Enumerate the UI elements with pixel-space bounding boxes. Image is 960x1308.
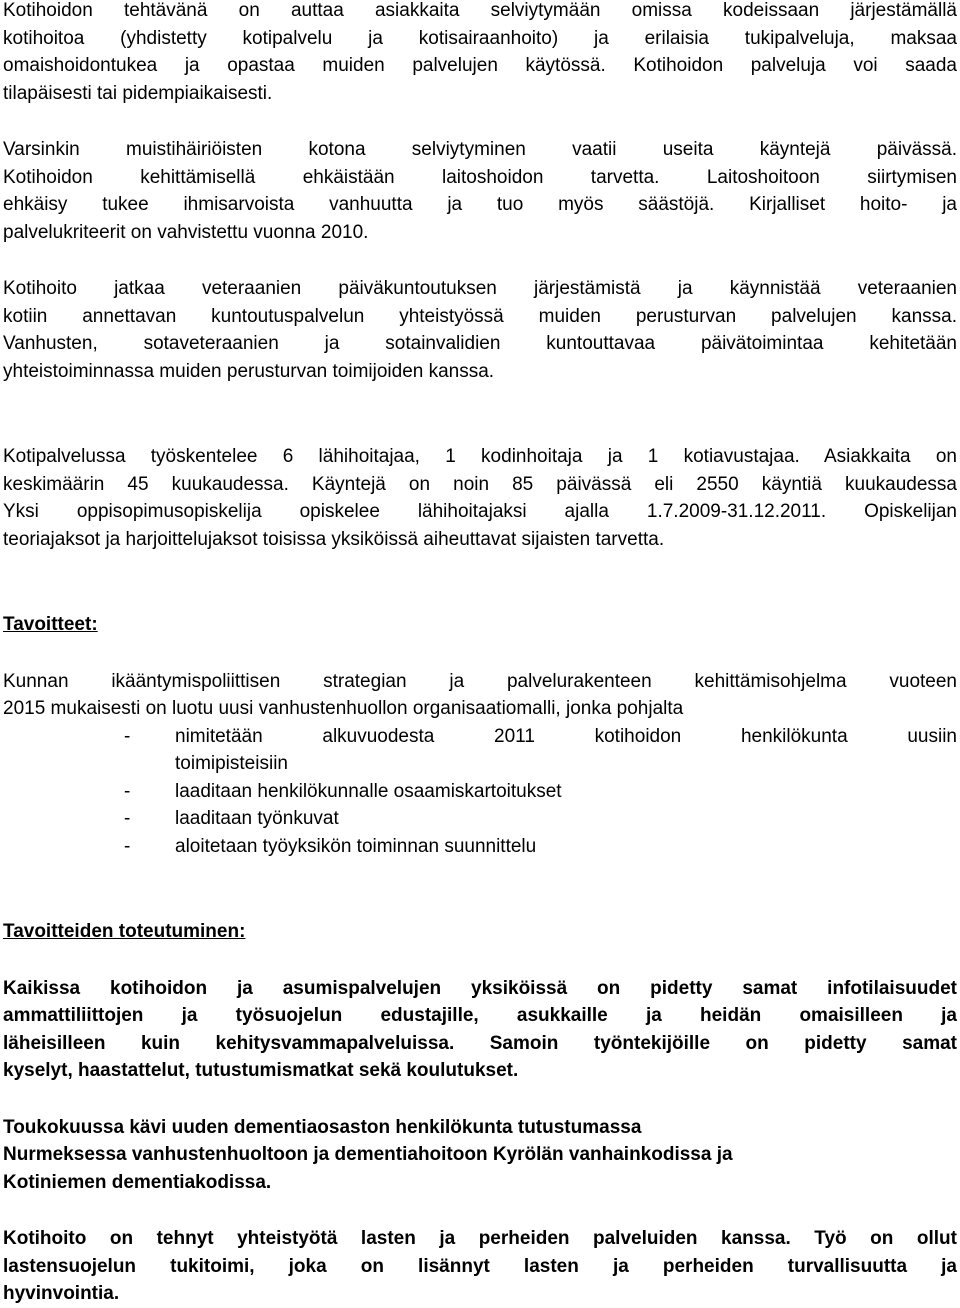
text-line: Kotipalvelussa työskentelee 6 lähihoitajaa, 1 kodinhoitaja ja 1 kotiavustajaa. Asiakkaita on: [3, 446, 957, 467]
text-line: Kaikissa kotihoidon ja asumispalvelujen yksiköissä on pidetty samat infotilaisuudet: [3, 977, 957, 999]
goals-heading: Tavoitteet:: [3, 614, 98, 635]
text-line: kotiin annettavan kuntoutuspalvelun yhteistyössä muiden perusturvan palvelujen kanssa.: [3, 305, 957, 327]
intro-paragraph: [3, 0, 957, 107]
text-line: ammattiliittojen ja työsuojelun edustajille, asukkaille ja heidän omaisilleen ja: [3, 1005, 957, 1026]
list-item-text: aloitetaan työyksikön toiminnan suunnittelu: [175, 835, 537, 857]
goals-list: [3, 723, 957, 861]
cooperation-paragraph: [3, 1225, 957, 1308]
text-line: hyvinvointia.: [3, 1283, 120, 1304]
text-line: kotihoitoa (yhdistetty kotipalvelu ja kotisairaanhoito) ja erilaisia tukipalveluja, maksaa: [3, 27, 957, 49]
text-line: Yksi oppisopimusopiskelija opiskelee lähihoitajaksi ajalla 1.7.2009-31.12.2011. Opiskelijan: [3, 501, 957, 522]
staff-paragraph: [3, 443, 957, 553]
list-item: [3, 805, 957, 833]
text-line: Vanhusten, sotaveteraanien ja sotainvalidien kuntouttavaa päivätoimintaa kehitetään: [3, 333, 957, 354]
goals-paragraph: [3, 668, 957, 723]
text-line: yhteistoiminnassa muiden perusturvan toimijoiden kanssa.: [3, 360, 495, 382]
text-line: tilapäisesti tai pidempiaikaisesti.: [3, 82, 273, 104]
results-heading: Tavoitteiden toteutuminen:: [3, 921, 246, 942]
text-line: Nurmeksessa vanhustenhuoltoon ja dementiahoitoon Kyrölän vanhainkodissa ja: [3, 1144, 733, 1165]
list-item-text: toimipisteisiin: [175, 753, 288, 774]
text-line: keskimäärin 45 kuukaudessa. Käyntejä on noin 85 päivässä eli 2550 käyntiä kuukaudessa: [3, 473, 957, 495]
veterans-paragraph: [3, 275, 957, 385]
dash-bullet: -: [124, 780, 131, 802]
text-line: Toukokuussa kävi uuden dementiaosaston henkilökunta tutustumassa: [3, 1116, 642, 1138]
text-line: Kunnan ikääntymispoliittisen strategian ja palvelurakenteen kehittämisohjelma vuoteen: [3, 670, 957, 692]
text-line: Kotihoidon kehittämisellä ehkäistään laitoshoidon tarvetta. Laitoshoitoon siirtymisen: [3, 166, 957, 188]
text-line: Kotihoito on tehnyt yhteistyötä lasten ja perheiden palveluiden kanssa. Työ on ollut: [3, 1228, 957, 1249]
text-line: Varsinkin muistihäiriöisten kotona selviytyminen vaatii useita käyntejä päivässä.: [3, 139, 957, 160]
study-trip-paragraph: [3, 1114, 957, 1197]
text-line: 2015 mukaisesti on luotu uusi vanhustenhuollon organisaatiomalli, jonka pohjalta: [3, 698, 684, 719]
info-sessions-paragraph: [3, 975, 957, 1085]
text-line: Kotihoidon tehtävänä on auttaa asiakkaita selviytymään omissa kodeissaan järjestämällä: [3, 0, 957, 21]
text-line: kyselyt, haastattelut, tutustumismatkat sekä koulutukset.: [3, 1060, 519, 1081]
text-line: omaishoidontukea ja opastaa muiden palvelujen käytössä. Kotihoidon palveluja voi saada: [3, 55, 957, 76]
dash-bullet: -: [124, 808, 131, 829]
document-page: [3, 0, 957, 1308]
list-item-text: nimitetään alkuvuodesta 2011 kotihoidon henkilökunta uusiin: [175, 725, 957, 747]
list-item-text: laaditaan henkilökunnalle osaamiskartoitukset: [175, 780, 562, 802]
list-item: [3, 723, 957, 778]
dash-bullet: -: [124, 835, 131, 857]
list-item-text: laaditaan työnkuvat: [175, 808, 339, 829]
dash-bullet: -: [124, 725, 131, 747]
text-line: Kotiniemen dementiakodissa.: [3, 1171, 272, 1193]
text-line: teoriajaksot ja harjoittelujaksot toisissa yksiköissä aiheuttavat sijaisten tarvetta.: [3, 528, 665, 550]
text-line: ehkäisy tukee ihmisarvoista vanhuutta ja tuo myös säästöjä. Kirjalliset hoito- ja: [3, 194, 957, 215]
text-line: lastensuojelun tukitoimi, joka on lisännyt lasten ja perheiden turvallisuutta ja: [3, 1255, 957, 1277]
list-item: [3, 778, 957, 806]
dementia-paragraph: [3, 136, 957, 246]
text-line: läheisilleen kuin kehitysvammapalveluissa. Samoin työntekijöille on pidetty samat: [3, 1032, 957, 1054]
text-line: Kotihoito jatkaa veteraanien päiväkuntoutuksen järjestämistä ja käynnistää veteraanien: [3, 278, 957, 299]
text-line: palvelukriteerit on vahvistettu vuonna 2010.: [3, 221, 369, 243]
list-item: [3, 833, 957, 861]
